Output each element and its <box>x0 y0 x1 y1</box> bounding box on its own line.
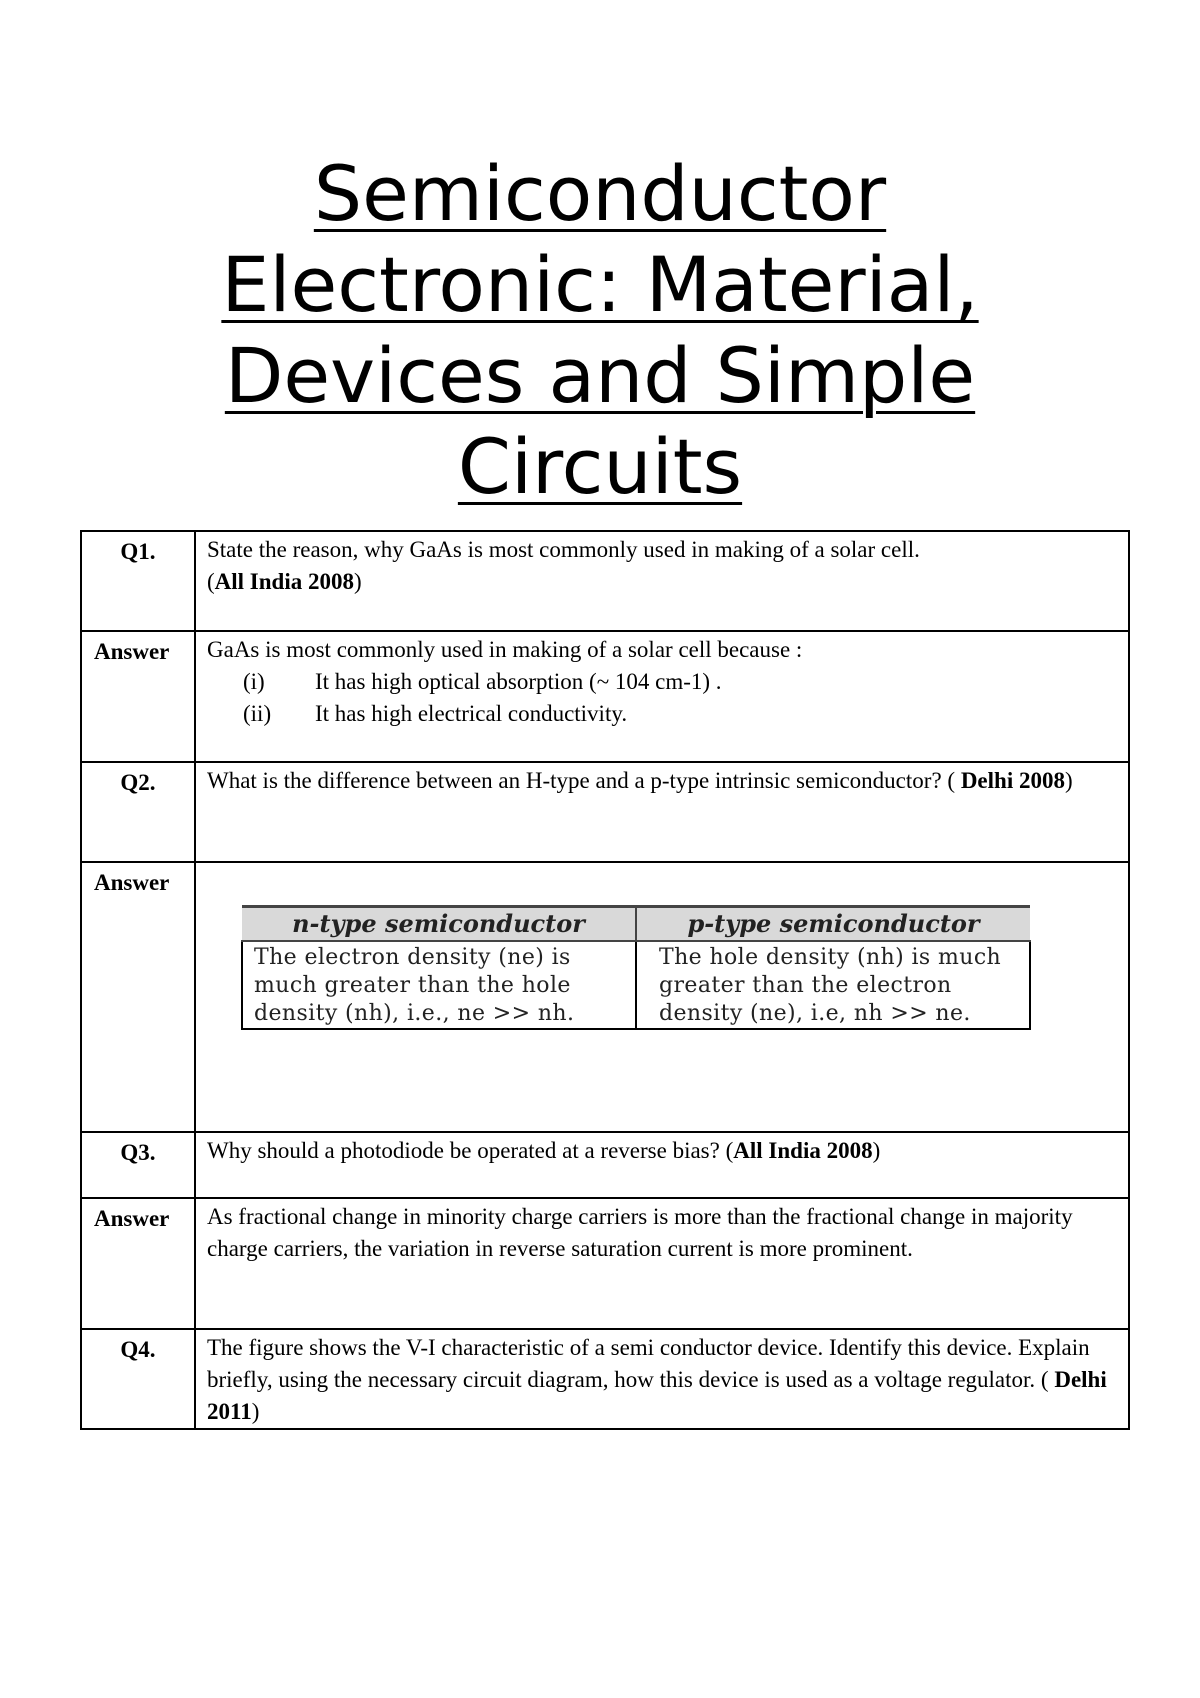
answer-cell: As fractional change in minority charge carriers is more than the fractional change in majority charge carriers, the variation in reverse saturation current is more prominent. <box>195 1198 1129 1329</box>
table-row <box>81 631 1129 762</box>
qa-table <box>80 530 1130 1430</box>
answer-cell <box>195 631 1129 762</box>
list-number: (ii) <box>243 701 272 726</box>
question-text: The figure shows the V-I characteristic of a semi conductor device. Identify this device. Explain briefly, using the necessary circuit diagram, how this device is used as a voltage regulator. ( <box>207 1335 1090 1392</box>
list-item <box>207 666 1118 698</box>
question-text: What is the difference between an H-type and a p-type intrinsic semiconductor? ( <box>207 768 956 793</box>
question-source: All India 2008 <box>214 569 354 594</box>
question-source: Delhi 2011 <box>207 1367 1107 1424</box>
row-label: Q4. <box>81 1329 195 1429</box>
comparison-table <box>241 905 1031 1030</box>
question-source: All India 2008 <box>733 1138 873 1163</box>
list-text: It has high electrical conductivity. <box>315 701 628 726</box>
comparison-cell: The electron density (ne) is much greater than the hole density (nh), i.e., ne >> nh. <box>242 941 636 1029</box>
question-cell: State the reason, why GaAs is most commonly used in making of a solar cell. (All India 2008) <box>195 531 1129 631</box>
table-row <box>81 762 1129 862</box>
list-number: (i) <box>243 669 265 694</box>
title-line: Devices and Simple <box>224 331 976 420</box>
row-label: Answer <box>81 631 195 762</box>
list-item <box>207 698 1118 730</box>
question-source: Delhi 2008 <box>960 768 1065 793</box>
row-label: Answer <box>81 1198 195 1329</box>
comparison-cell: The hole density (nh) is much greater than the electron density (ne), i.e, nh >> ne. <box>636 941 1030 1029</box>
table-row <box>81 1198 1129 1329</box>
title-line: Semiconductor <box>313 149 887 238</box>
row-label: Answer <box>81 862 195 1132</box>
row-label: Q1. <box>81 531 195 631</box>
answer-cell <box>195 862 1129 1132</box>
comparison-header: p-type semiconductor <box>636 907 1030 942</box>
title-line: Circuits <box>457 422 743 511</box>
answer-intro: GaAs is most commonly used in making of a solar cell because : <box>207 637 803 662</box>
table-row <box>81 1329 1129 1429</box>
table-row <box>81 1132 1129 1198</box>
table-row <box>81 531 1129 631</box>
question-text: State the reason, why GaAs is most commonly used in making of a solar cell. <box>207 537 920 562</box>
list-text: It has high optical absorption (~ 104 cm-1) . <box>315 669 722 694</box>
table-row <box>81 862 1129 1132</box>
row-label: Q2. <box>81 762 195 862</box>
page-title <box>0 148 1200 512</box>
question-cell: What is the difference between an H-type and a p-type intrinsic semiconductor? ( Delhi 2008) <box>195 762 1129 862</box>
question-cell: The figure shows the V-I characteristic of a semi conductor device. Identify this device. Explain briefly, using the necessary circuit diagram, how this device is used as a voltage regulator. ( Delhi 2011) <box>195 1329 1129 1429</box>
comparison-header: n-type semiconductor <box>242 907 636 942</box>
title-line: Electronic: Material, <box>221 240 979 329</box>
question-cell: Why should a photodiode be operated at a reverse bias? (All India 2008) <box>195 1132 1129 1198</box>
question-text: Why should a photodiode be operated at a reverse bias? <box>207 1138 720 1163</box>
row-label: Q3. <box>81 1132 195 1198</box>
